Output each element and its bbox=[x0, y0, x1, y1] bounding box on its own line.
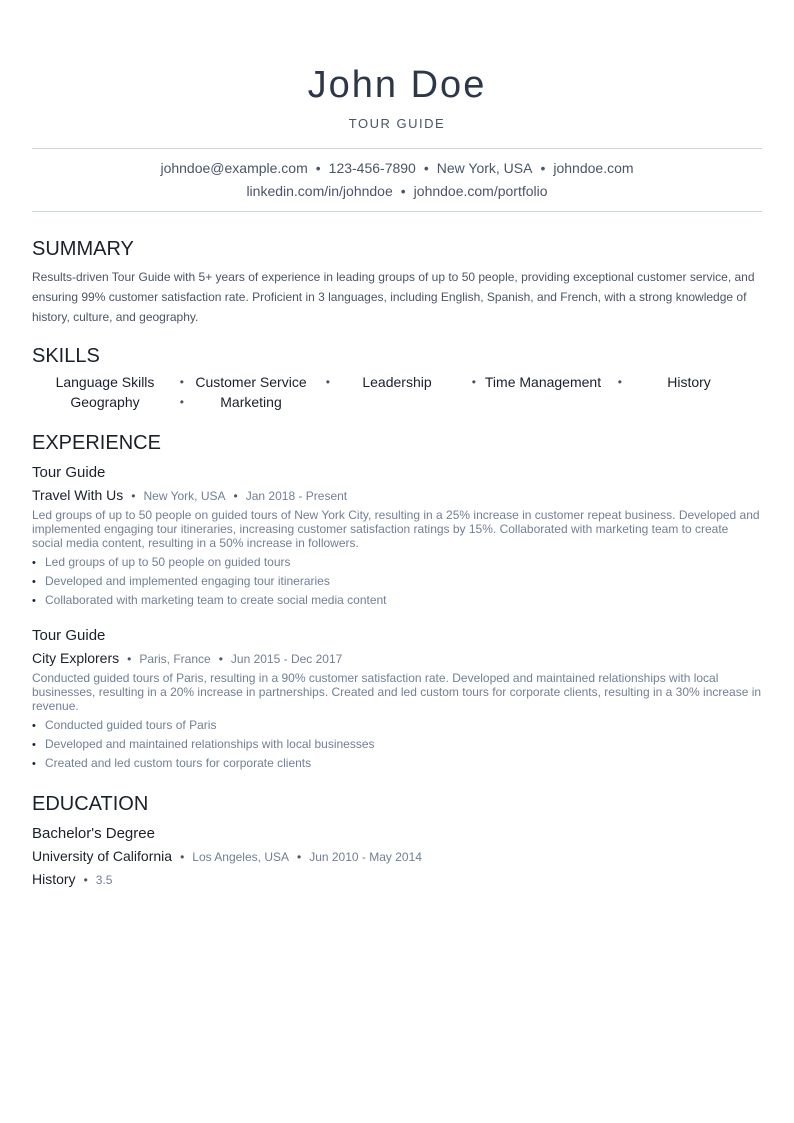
education-meta bbox=[32, 846, 762, 867]
job-meta bbox=[32, 485, 762, 506]
job-role: Tour Guide bbox=[32, 464, 106, 481]
separator-dot: • bbox=[400, 183, 406, 199]
resume-page bbox=[32, 0, 762, 890]
summary-heading: SUMMARY bbox=[32, 238, 134, 260]
job-meta bbox=[32, 648, 762, 669]
skill-label: Marketing bbox=[220, 394, 282, 410]
separator-dot: • bbox=[180, 850, 185, 864]
separator-dot: • bbox=[218, 652, 223, 666]
skills-list bbox=[32, 372, 762, 412]
job-dates: Jun 2015 - Dec 2017 bbox=[230, 652, 343, 666]
summary-text: Results-driven Tour Guide with 5+ years of experience in leading groups of up to 50 people, providing exceptional customer service, and ensuring 99% customer satisfaction rate. Proficient in 3 languages, including English, Spanish, and French, with a strong knowledge of history, culture, and geography. bbox=[32, 270, 755, 324]
skill-label: Time Management bbox=[484, 374, 602, 390]
job-description: Led groups of up to 50 people on guided tours of New York City, resulting in a 25% increase in customer repeat business. Developed and implemented engaging tour itineraries, increasing customer satisfaction ratings by 15%. Collaborated with marketing team to create social media content, resulting in a 50% increase in followers. bbox=[32, 508, 760, 550]
job-location: New York, USA bbox=[143, 489, 226, 503]
skill-label: History bbox=[667, 374, 711, 390]
candidate-name: John Doe bbox=[307, 64, 487, 106]
contact-portfolio[interactable]: johndoe.com/portfolio bbox=[413, 183, 548, 199]
job-company: Travel With Us bbox=[32, 487, 124, 503]
education-location: Los Angeles, USA bbox=[192, 850, 289, 864]
contact-email[interactable]: johndoe@example.com bbox=[160, 160, 308, 176]
list-item: • Led groups of up to 50 people on guided tours bbox=[32, 553, 762, 572]
job-location: Paris, France bbox=[139, 652, 211, 666]
skill-item bbox=[616, 372, 762, 392]
skills-heading: SKILLS bbox=[32, 345, 100, 367]
contact-block bbox=[32, 149, 762, 211]
skill-label: Language Skills bbox=[55, 374, 155, 390]
skill-item bbox=[32, 372, 184, 392]
job-company: City Explorers bbox=[32, 650, 120, 666]
education-field-row bbox=[32, 869, 762, 890]
skill-label: Leadership bbox=[362, 374, 432, 390]
separator-dot: • bbox=[315, 160, 321, 176]
education-field: History bbox=[32, 871, 76, 887]
list-item: • Developed and implemented engaging tour itineraries bbox=[32, 572, 762, 591]
education-section bbox=[32, 792, 762, 890]
contact-website[interactable]: johndoe.com bbox=[553, 160, 634, 176]
job-role: Tour Guide bbox=[32, 627, 106, 644]
skill-label: Geography bbox=[70, 394, 140, 410]
separator-dot: • bbox=[617, 375, 622, 389]
contact-location: New York, USA bbox=[436, 160, 533, 176]
job-entry bbox=[32, 463, 762, 610]
list-item: • Created and led custom tours for corporate clients bbox=[32, 754, 762, 773]
job-description: Conducted guided tours of Paris, resulting in a 90% customer satisfaction rate. Developed and maintained relationships with local businesses, resulting in a 20% increase in partnerships. Created and led custom tours for corporate clients, resulting in a 30% increase in revenue. bbox=[32, 671, 762, 713]
skill-item bbox=[178, 392, 324, 412]
job-title: TOUR GUIDE bbox=[348, 116, 446, 131]
list-item: • Collaborated with marketing team to create social media content bbox=[32, 591, 762, 610]
education-heading: EDUCATION bbox=[32, 793, 149, 815]
separator-dot: • bbox=[179, 395, 184, 409]
experience-heading: EXPERIENCE bbox=[32, 432, 161, 454]
list-item: • Developed and maintained relationships with local businesses bbox=[32, 735, 762, 754]
separator-dot: • bbox=[127, 652, 132, 666]
job-bullets bbox=[32, 553, 762, 610]
experience-section bbox=[32, 431, 762, 773]
separator-dot: • bbox=[325, 375, 330, 389]
separator-dot: • bbox=[423, 160, 429, 176]
contact-phone[interactable]: 123-456-7890 bbox=[328, 160, 416, 176]
skill-label: Customer Service bbox=[195, 374, 307, 390]
separator-dot: • bbox=[233, 489, 238, 503]
separator-dot: • bbox=[83, 873, 88, 887]
separator-dot: • bbox=[297, 850, 302, 864]
resume-header bbox=[32, 0, 762, 132]
education-degree: Bachelor's Degree bbox=[32, 825, 155, 842]
separator-dot: • bbox=[179, 375, 184, 389]
separator-dot: • bbox=[540, 160, 546, 176]
skill-item bbox=[178, 372, 330, 392]
job-dates: Jan 2018 - Present bbox=[245, 489, 348, 503]
education-gpa: 3.5 bbox=[95, 873, 113, 887]
contact-line-1 bbox=[32, 157, 762, 180]
skills-section bbox=[32, 344, 762, 412]
separator-dot: • bbox=[131, 489, 136, 503]
education-school: University of California bbox=[32, 848, 173, 864]
list-item: • Conducted guided tours of Paris bbox=[32, 716, 762, 735]
contact-linkedin[interactable]: linkedin.com/in/johndoe bbox=[246, 183, 393, 199]
summary-section bbox=[32, 237, 762, 327]
contact-line-2 bbox=[32, 180, 762, 203]
contact-divider bbox=[32, 211, 762, 212]
job-bullets bbox=[32, 716, 762, 773]
job-entry bbox=[32, 626, 762, 773]
skill-item bbox=[32, 392, 184, 412]
skill-item bbox=[324, 372, 476, 392]
separator-dot: • bbox=[471, 375, 476, 389]
education-dates: Jun 2010 - May 2014 bbox=[309, 850, 422, 864]
skill-item bbox=[470, 372, 622, 392]
